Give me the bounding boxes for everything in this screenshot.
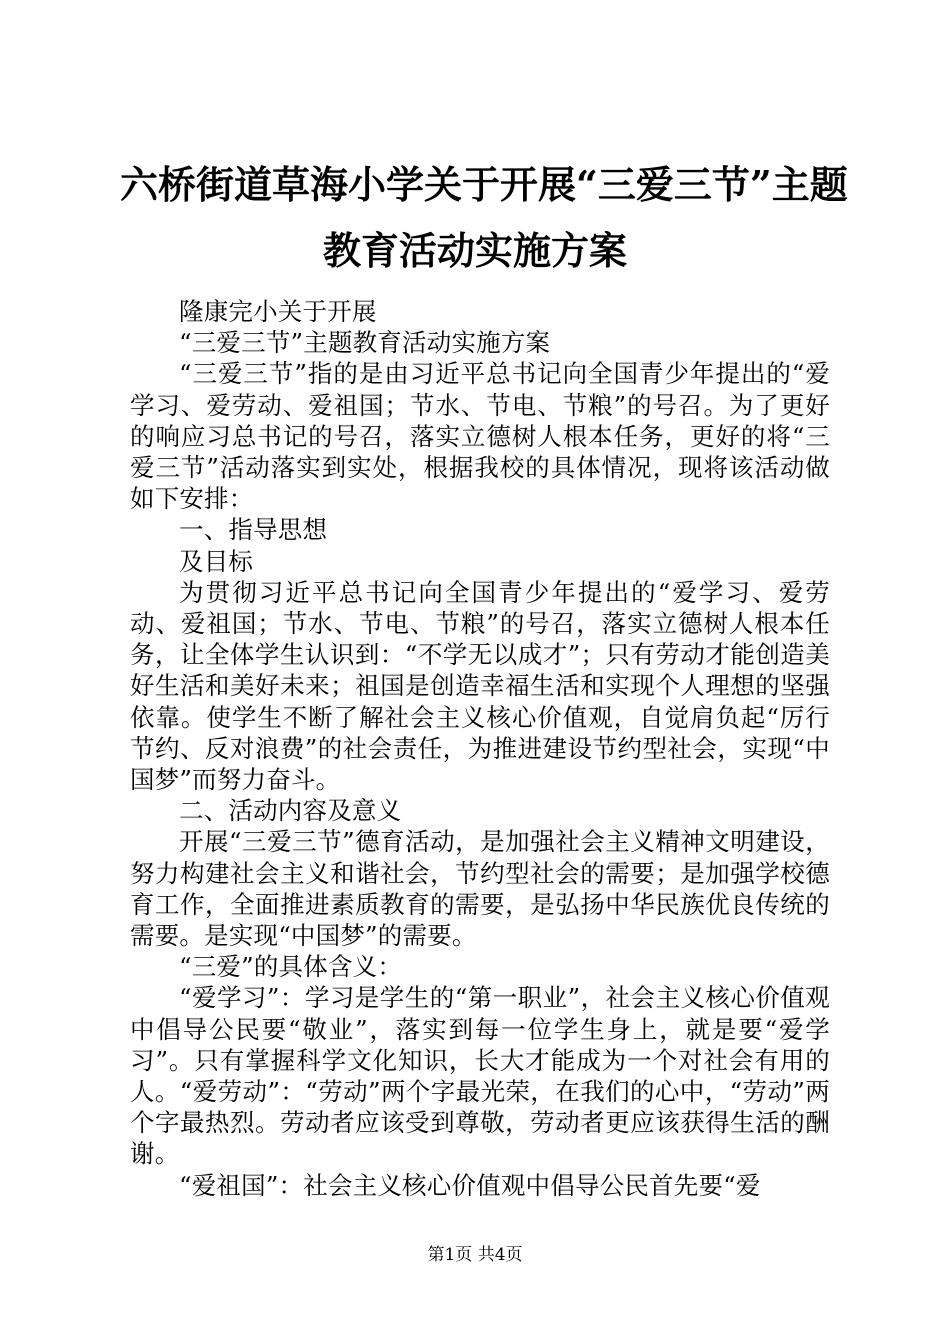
section-heading-goals: 及目标 xyxy=(179,546,254,576)
section-heading-content: 二、活动内容及意义 xyxy=(179,796,402,826)
paragraph-three-loves-heading: “三爱”的具体含义： xyxy=(179,952,403,982)
paragraph-intro: “三爱三节”指的是由习近平总书记向全国青少年提出的“爱学习、爱劳动、爱祖国；节水、节电、节粮”的号召。为了更好的响应习总书记的号召，落实立德树人根本任务，更好的将“三爱三节”活动落实到实处，根据我校的具体情况，现将该活动做如下安排： xyxy=(130,359,830,514)
paragraph-goals: 为贯彻习近平总书记向全国青少年提出的“爱学习、爱劳动、爱祖国；节水、节电、节粮”的号召，落实立德树人根本任务，让全体学生认识到：“不学无以成才”；只有劳动才能创造美好生活和美好未来；祖国是创造幸福生活和实现个人理想的坚强依靠。使学生不断了解社会主义核心价值观，自觉肩负起“厉行节约、反对浪费”的社会责任，为推进建设节约型社会，实现“中国梦”而努力奋斗。 xyxy=(130,577,830,795)
paragraph-content: 开展“三爱三节”德育活动，是加强社会主义精神文明建设，努力构建社会主义和谐社会，节约型社会的需要；是加强学校德育工作，全面推进素质教育的需要，是弘扬中华民族优良传统的需要。是实现“中国梦”的需要。 xyxy=(130,827,830,951)
title-line-1: 六桥街道草海小学关于开展“三爱三节”主题 xyxy=(120,162,848,207)
paragraph-love-country: “爱祖国”：社会主义核心价值观中倡导公民首先要“爱 xyxy=(179,1170,761,1200)
section-heading-guiding-thought: 一、指导思想 xyxy=(179,515,328,545)
title-line-2: 教育活动实施方案 xyxy=(322,228,627,273)
paragraph-love-study-labor: “爱学习”：学习是学生的“第一职业”，社会主义核心价值观中倡导公民要“敬业”，落实到每一位学生身上，就是要“爱学习”。只有掌握科学文化知识，长大才能成为一个对社会有用的人。“爱劳动”：“劳动”两个字最光荣，在我们的心中，“劳动”两个字最热烈。劳动者应该受到尊敬，劳动者更应该获得生活的酬谢。 xyxy=(130,983,830,1169)
page-footer: 第1页 共4页 xyxy=(427,1245,523,1265)
document-body xyxy=(130,296,830,1201)
document-title xyxy=(120,152,848,284)
paragraph-subtitle: “三爱三节”主题教育活动实施方案 xyxy=(179,328,551,358)
paragraph-school-name: 隆康完小关于开展 xyxy=(179,297,377,326)
